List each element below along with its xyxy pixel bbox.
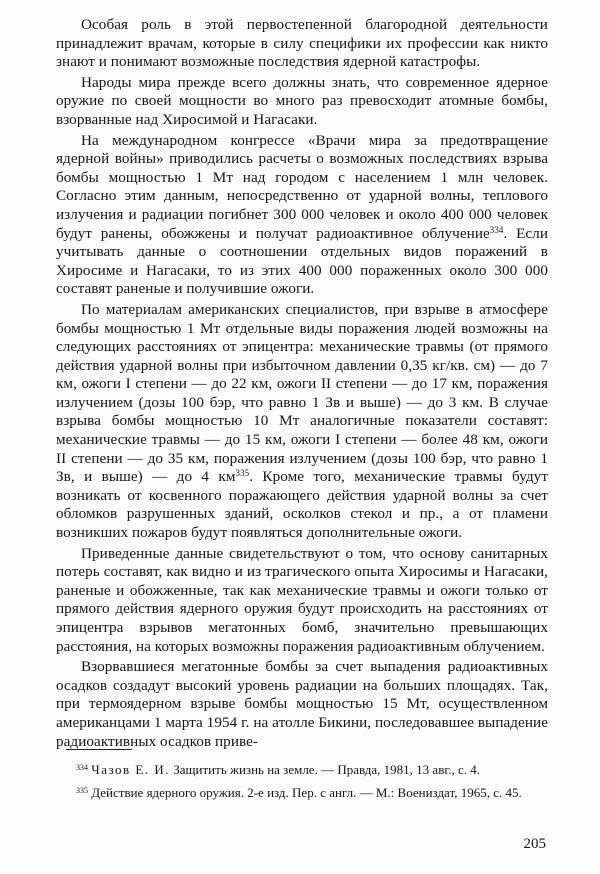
footnote-334: [62, 762, 548, 779]
paragraph-4-continuation: . Кроме того, механические травмы будут возникать от косвенного поражающего действия ударной волны за счет обломков разрушенных зданий, осколков стекол и пр., а от пламени возникших пожаров будут появляться дополнительные ожоги.: [56, 468, 549, 542]
paragraph-5-text: Приведенные данные свидетельствуют о том, что основу санитарных потерь составят, как видно и из трагического опыта Хиросимы и Нагасаки, раненые и обожженные, так как механические травмы и ожоги только от прямого действия ядерного оружия будут происходить на расстояниях от эпицентра взрывов мегатонных бомб, значительно превышающих расстояния, на которых возможны поражения радиоактивным облучением.: [56, 544, 548, 655]
main-text: [56, 16, 548, 753]
paragraph-2-text: Народы мира прежде всего должны знать, что современное ядерное оружие по своей мощности во много раз превосходит атомные бомбы, взорванные над Хиросимой и Нагасаки.: [56, 73, 548, 128]
footnote-ref-335[interactable]: 335: [235, 468, 250, 479]
footnote-author: Чазов Е. И.: [91, 762, 170, 777]
footnote-number: 334: [76, 763, 88, 772]
paragraph-3-continuation: . Если учитывать данные о соотношении отдельных видов поражений в Хиросиме и Нагасаки, то из этих 400 000 пораженных около 300 000 составят раненые и получившие ожоги.: [56, 224, 548, 298]
paragraph-6: [56, 658, 548, 751]
paragraph-5: [56, 545, 548, 657]
paragraph-1-text: Особая роль в этой первостепенной благородной деятельности принадлежит врачам, которые в силу специфики их профессии как никто знают и понимают возможные последствия ядерной катастрофы.: [56, 16, 548, 71]
paragraph-6-text: Взорвавшиеся мегатонные бомбы за счет выпадения радиоактивных осадков создадут высокий уровень радиации на больших площадях. Так, при термоядерном взрыве бомбы мощностью 15 Мт, осуществленном американцами 1 марта 1954 г. на атолле Бикини, последовавшее выпадение радиоактивных осадков приве-: [56, 658, 548, 750]
paragraph-1: [56, 16, 548, 72]
footnote-divider: [66, 749, 132, 750]
footnotes: [62, 762, 548, 807]
paragraph-4-text: По материалам американских специалистов, при взрыве в атмосфере бомбы мощностью 1 Мт отдельные виды поражения людей возможны на следующих расстояниях от эпицентра: механические травмы (от прямого действия ударной волны при избыточном давлении 0,35 кг/кв. см) — до 7 км, ожоги I степени — до 22 км, ожоги II степени — до 17 км, поражения излучением (дозы 100 бэр, что равно 1 Зв и выше) — до 3 км. В случае взрыва бомбы мощностью 10 Мт аналогичные показатели составят: механические травмы — до 15 км, ожоги I степени — более 48 км, ожоги II степени — до 35 км, поражения излучением (дозы 100 бэр, что равно 1 Зв, и выше) — до 4 км: [56, 300, 548, 486]
page-number: 205: [523, 836, 546, 852]
footnote-text: Защитить жизнь на земле. — Правда, 1981, 13 авг., с. 4.: [170, 762, 480, 777]
footnote-ref-334[interactable]: 334: [489, 224, 504, 235]
footnote-text: Действие ядерного оружия. 2-е изд. Пер. с англ. — М.: Воениздат, 1965, с. 45.: [91, 784, 522, 800]
paragraph-3: [56, 132, 548, 299]
paragraph-2: [56, 74, 548, 130]
footnote-number: 335: [76, 785, 88, 795]
footnote-335: [62, 785, 548, 802]
paragraph-4: [56, 301, 548, 543]
paragraph-3-text: На международном конгрессе «Врачи мира за предотвращение ядерной войны» приводились расчеты о возможных последствиях взрыва бомбы мощностью 1 Мт над городом с населением 1 млн человек. Согласно этим данным, непосредственно от ударной волны, теплового излучения и радиации погибнет 300 000 человек и около 400 000 человек будут ранены, обожжены и получат радиоактивное облучение: [56, 131, 548, 242]
